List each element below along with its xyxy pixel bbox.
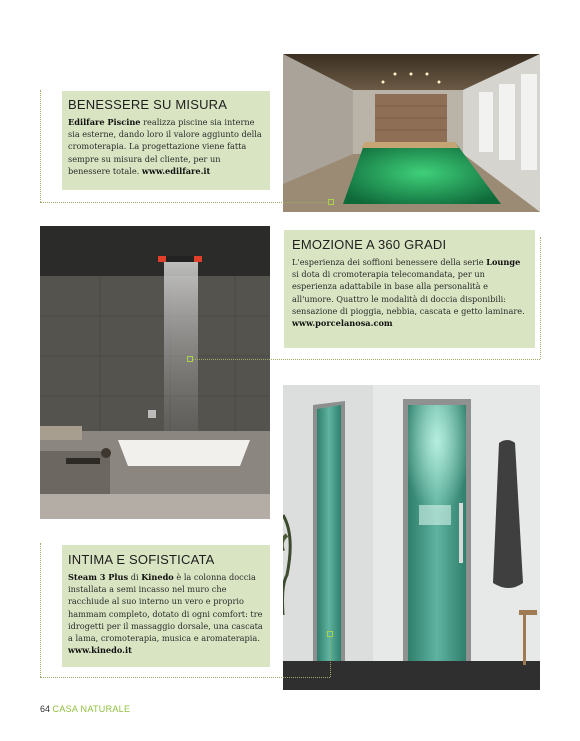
connector-line bbox=[40, 543, 41, 677]
page-footer bbox=[40, 704, 130, 714]
article-body: L'esperienza dei soffioni benessere della serie Lounge si dota di cromoterapia telecomandata, per un esperienza adattabile in base alla personalità e all'umore. Quattro le modalità di doccia disponibili: sensazione di pioggia, nebbia, cascata e getto laminare. www.porcelanosa.com bbox=[292, 257, 525, 329]
article-title: INTIMA E SOFISTICATA bbox=[68, 552, 215, 567]
article-title: EMOZIONE A 360 GRADI bbox=[292, 237, 447, 252]
connector-line bbox=[40, 202, 328, 203]
connector-line bbox=[192, 359, 540, 360]
connector-line bbox=[330, 636, 331, 677]
photo-indoor-pool bbox=[283, 54, 540, 212]
connector-marker bbox=[327, 631, 333, 637]
article-benessere-su-misura bbox=[62, 91, 270, 190]
page-number: 64 bbox=[40, 704, 51, 714]
website-link[interactable]: www.porcelanosa.com bbox=[292, 318, 393, 329]
connector-marker bbox=[187, 356, 193, 362]
photo-steam-shower-column bbox=[283, 385, 540, 690]
magazine-name: CASA NATURALE bbox=[52, 704, 131, 714]
article-emozione-a-360-gradi bbox=[284, 230, 535, 348]
article-body: Steam 3 Plus di Kinedo è la colonna doccia installata a semi incasso nel muro che racchiude al suo interno un vero e proprio hammam completo, dotato di ogni comfort: tre idrogetti per il massaggio dorsale, una cascata a lama, cromoterapia, musica e aromaterapia. www.kinedo.it bbox=[68, 572, 263, 656]
website-link[interactable]: www.edilfare.it bbox=[141, 165, 211, 176]
connector-line bbox=[40, 677, 330, 678]
brand-name: Kinedo bbox=[141, 572, 174, 582]
photo-rain-shower-bathroom bbox=[40, 226, 270, 519]
article-body: Edilfare Piscine realizza piscine sia interne sia esterne, dando loro il valore aggiunto della cromoterapia. La progettazione viene fatta sempre su misura del cliente, per un benessere totale. www.edilfare.it bbox=[68, 117, 262, 176]
article-title: BENESSERE SU MISURA bbox=[68, 97, 228, 112]
article-intima-e-sofisticata bbox=[62, 545, 270, 667]
brand-name: Edilfare Piscine bbox=[68, 117, 141, 127]
connector-line bbox=[540, 237, 541, 359]
connector-marker bbox=[328, 199, 334, 205]
website-link[interactable]: www.kinedo.it bbox=[68, 645, 132, 656]
brand-name: Steam 3 Plus bbox=[68, 572, 129, 582]
connector-line bbox=[40, 90, 41, 202]
brand-name: Lounge bbox=[486, 257, 521, 267]
